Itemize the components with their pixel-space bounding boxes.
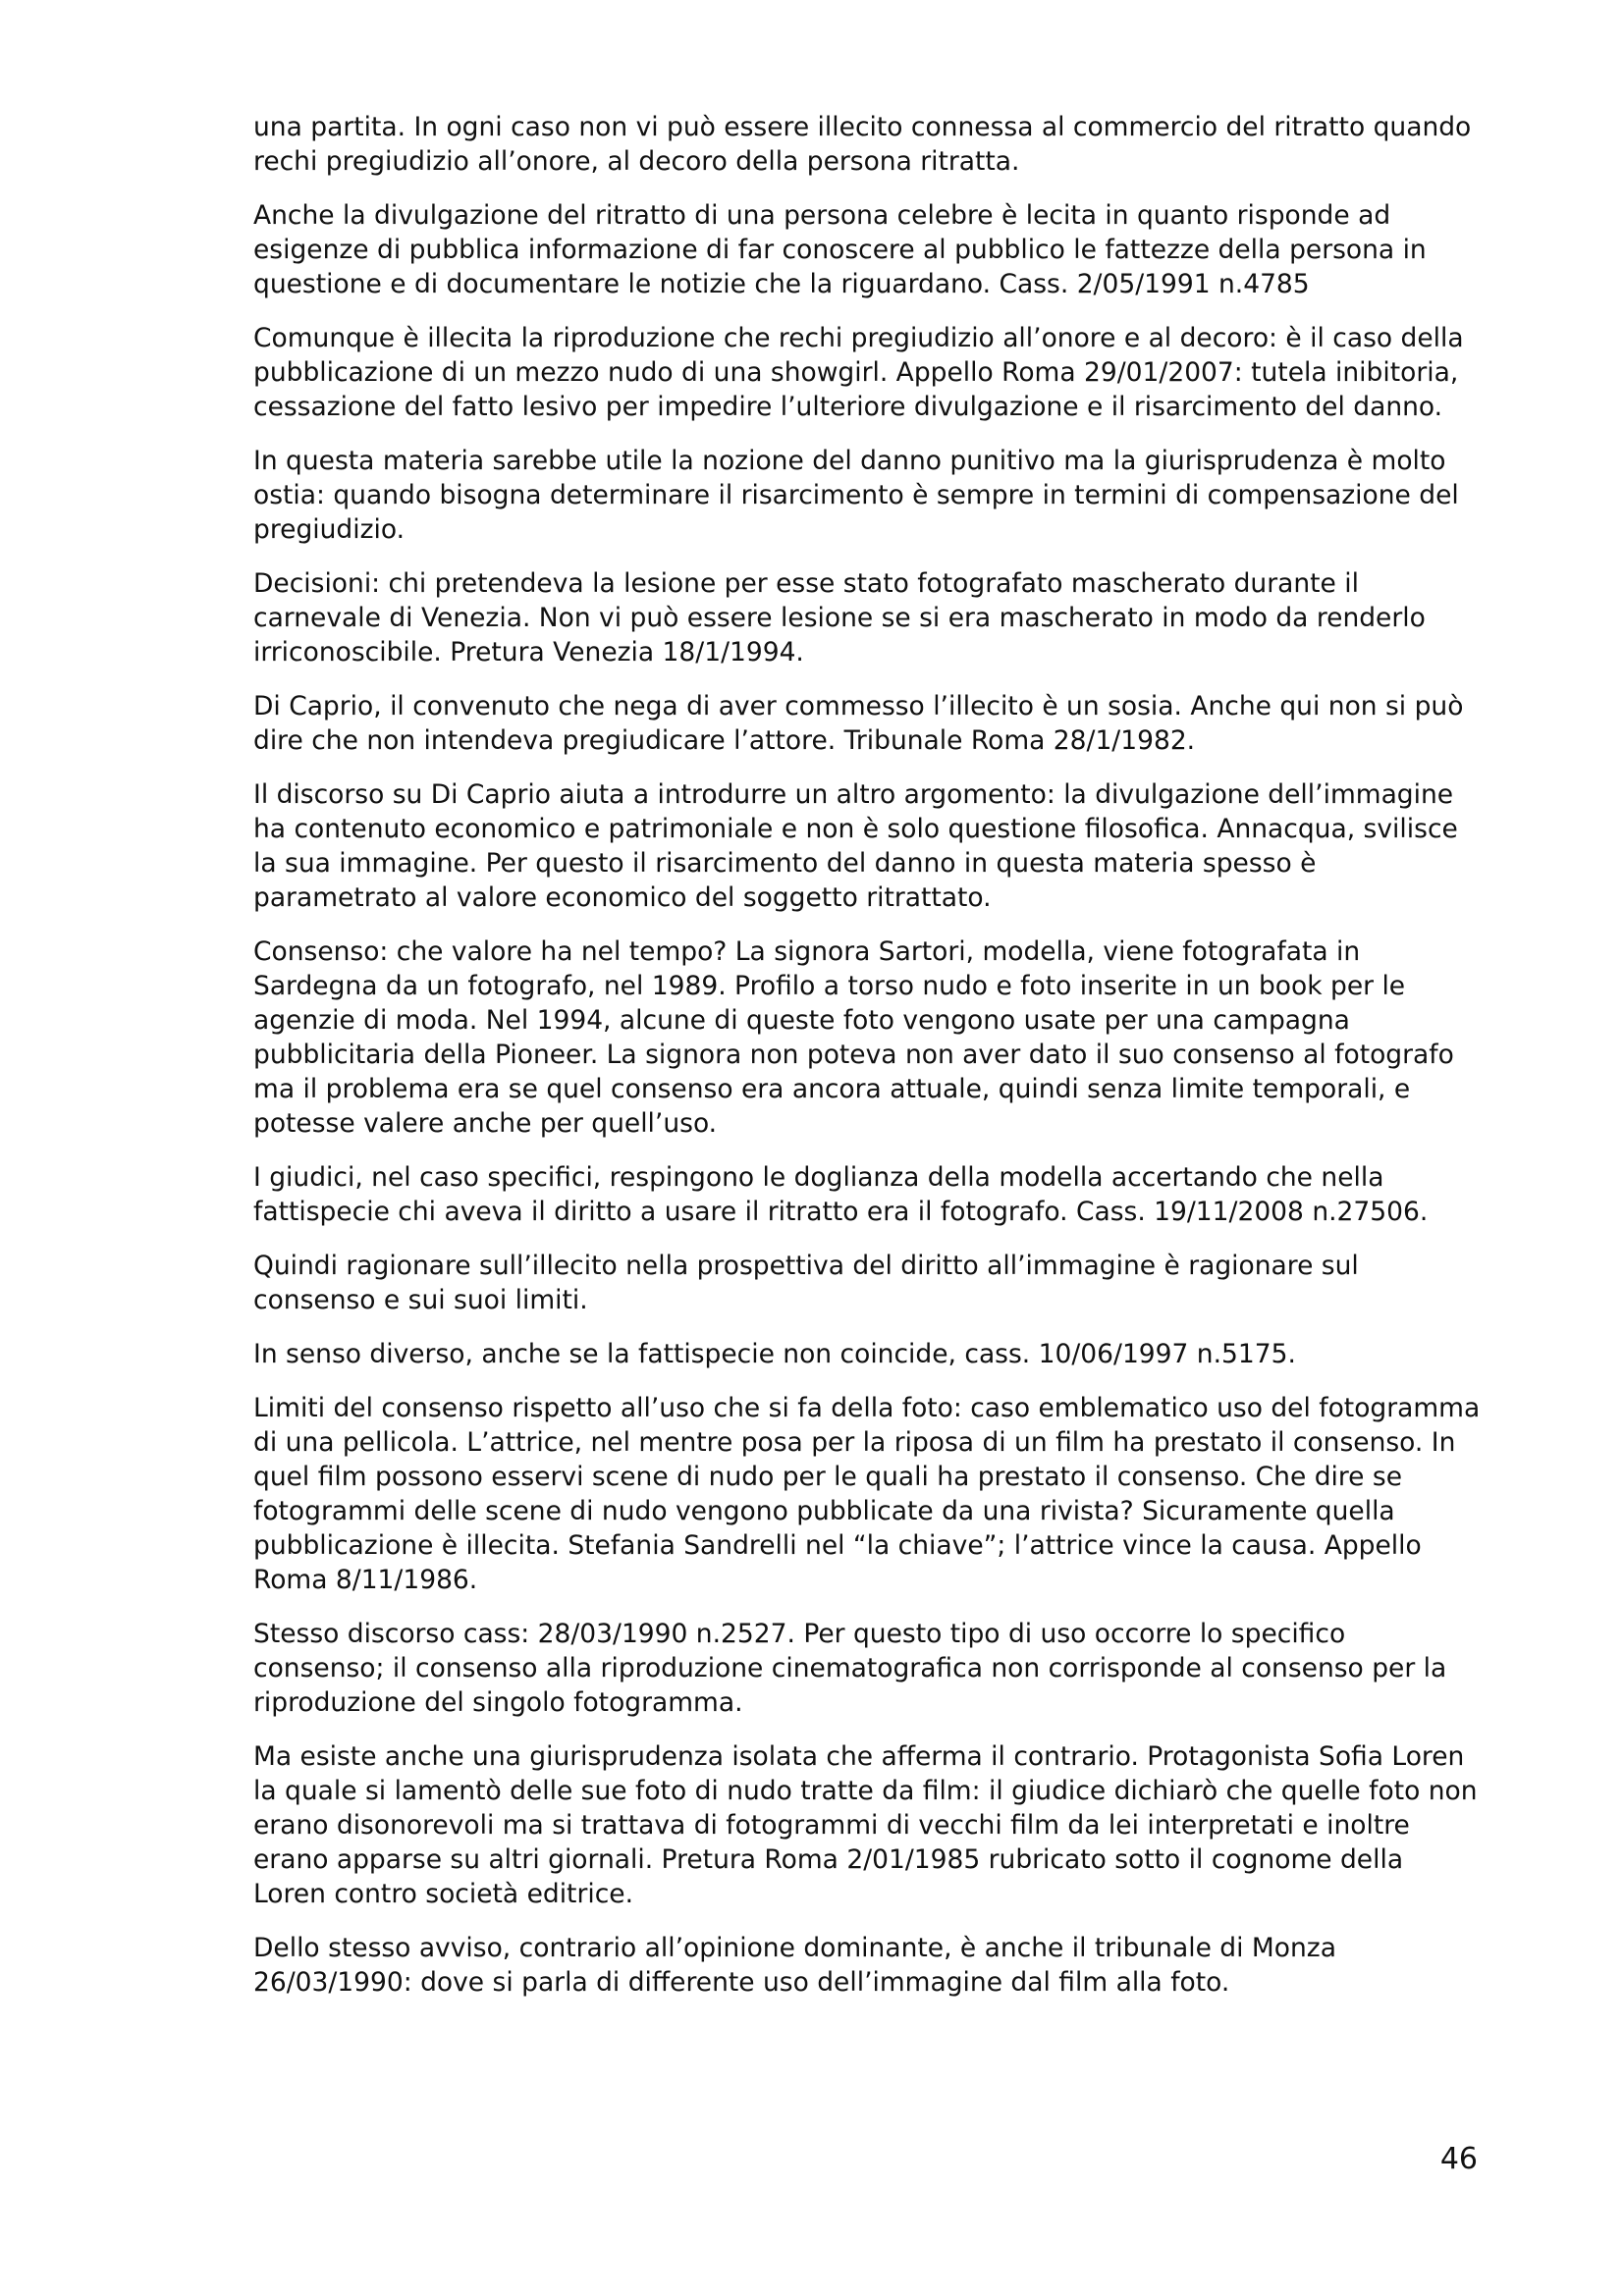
paragraph: una partita. In ogni caso non vi può essere illecito connessa al commercio del ritratto quando rechi pregiudizio all’onore, al decoro della persona ritratta. <box>253 112 1472 177</box>
paragraph: Limiti del consenso rispetto all’uso che si fa della foto: caso emblematico uso del fotogramma di una pellicola. L’attrice, nel mentre posa per la riposa di un film ha prestato il consenso. In quel film possono esservi scene di nudo per le quali ha prestato il consenso. Che dire se fotogrammi delle scene di nudo vengono pubblicate da una rivista? Sicuramente quella pubblicazione è illecita. Stefania Sandrelli nel “la chiave”; l’attrice vince la causa. Appello Roma 8/11/1986. <box>253 1393 1481 1595</box>
paragraph: Decisioni: chi pretendeva la lesione per esse stato fotografato mascherato durante il carnevale di Venezia. Non vi può essere lesione se si era mascherato in modo da renderlo irriconoscibile. Pretura Venezia 18/1/1994. <box>253 568 1426 667</box>
paragraph: In questa materia sarebbe utile la nozione del danno punitivo ma la giurisprudenza è molto ostia: quando bisogna determinare il risarcimento è sempre in termini di compensazione del pregiudizio. <box>253 446 1459 545</box>
paragraph: In senso diverso, anche se la fattispecie non coincide, cass. 10/06/1997 n.5175. <box>253 1339 1296 1369</box>
paragraph: I giudici, nel caso specifici, respingono le doglianza della modella accertando che nella fattispecie chi aveva il diritto a usare il ritratto era il fotografo. Cass. 19/11/2008 n.27506. <box>253 1162 1429 1227</box>
paragraph: Quindi ragionare sull’illecito nella prospettiva del diritto all’immagine è ragionare sul consenso e sui suoi limiti. <box>253 1251 1359 1315</box>
page-body <box>253 110 1481 2019</box>
paragraph: Comunque è illecita la riproduzione che rechi pregiudizio all’onore e al decoro: è il caso della pubblicazione di un mezzo nudo di una showgirl. Appello Roma 29/01/2007: tutela inibitoria, cessazione del fatto lesivo per impedire l’ulteriore divulgazione e il risarcimento del danno. <box>253 323 1464 422</box>
paragraph: Stesso discorso cass: 28/03/1990 n.2527. Per questo tipo di uso occorre lo specifico consenso; il consenso alla riproduzione cinematografica non corrisponde al consenso per la riproduzione del singolo fotogramma. <box>253 1619 1447 1718</box>
paragraph: Dello stesso avviso, contrario all’opinione dominante, è anche il tribunale di Monza 26/03/1990: dove si parla di differente uso dell’immagine dal film alla foto. <box>253 1933 1336 1998</box>
page-number: 46 <box>1439 2142 1478 2176</box>
paragraph: Di Caprio, il convenuto che nega di aver commesso l’illecito è un sosia. Anche qui non si può dire che non intendeva pregiudicare l’attore. Tribunale Roma 28/1/1982. <box>253 691 1464 756</box>
paragraph: Ma esiste anche una giurisprudenza isolata che afferma il contrario. Protagonista Sofia Loren la quale si lamentò delle sue foto di nudo tratte da film: il giudice dichiarò che quelle foto non erano disonorevoli ma si trattava di fotogrammi di vecchi film da lei interpretati e inoltre erano apparse su altri giornali. Pretura Roma 2/01/1985 rubricato sotto il cognome della Loren contro società editrice. <box>253 1741 1478 1909</box>
paragraph: Anche la divulgazione del ritratto di una persona celebre è lecita in quanto risponde ad esigenze di pubblica informazione di far conoscere al pubblico le fattezze della persona in questione e di documentare le notizie che la riguardano. Cass. 2/05/1991 n.4785 <box>253 200 1427 299</box>
paragraph: Il discorso su Di Caprio aiuta a introdurre un altro argomento: la divulgazione dell’immagine ha contenuto economico e patrimoniale e non è solo questione filosofica. Annacqua, svilisce la sua immagine. Per questo il risarcimento del danno in questa materia spesso è parametrato al valore economico del soggetto ritrattato. <box>253 779 1458 913</box>
paragraph: Consenso: che valore ha nel tempo? La signora Sartori, modella, viene fotografata in Sardegna da un fotografo, nel 1989. Profilo a torso nudo e foto inserite in un book per le agenzie di moda. Nel 1994, alcune di queste foto vengono usate per una campagna pubblicitaria della Pioneer. La signora non poteva non aver dato il suo consenso al fotografo ma il problema era se quel consenso era ancora attuale, quindi senza limite temporali, e potesse valere anche per quell’uso. <box>253 936 1454 1139</box>
